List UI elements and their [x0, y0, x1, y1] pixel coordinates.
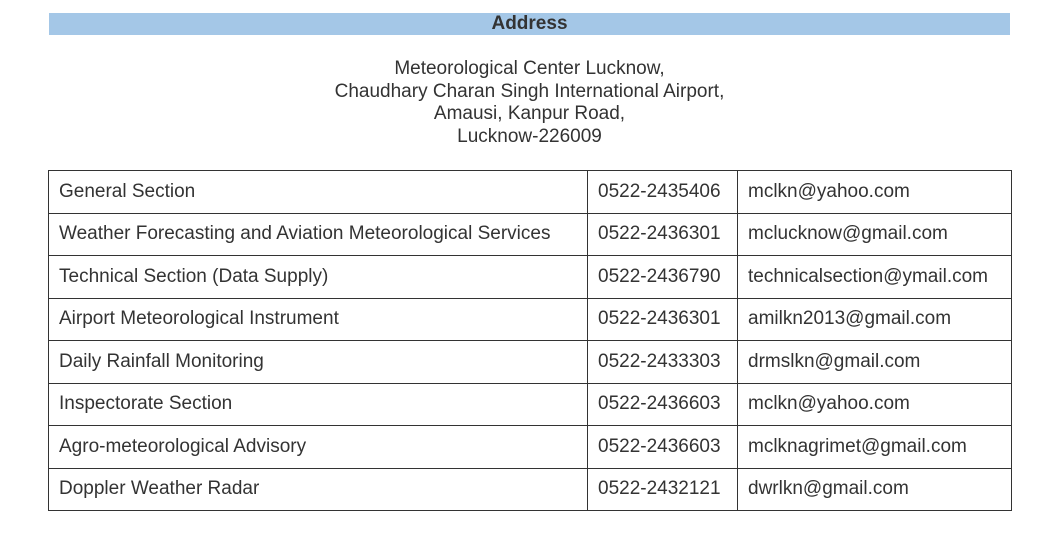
- table-row: [49, 213, 1012, 256]
- table-row: [49, 171, 1012, 214]
- phone-cell: 0522-2433303: [588, 341, 738, 384]
- table-row: [49, 298, 1012, 341]
- email-cell: mclknagrimet@gmail.com: [738, 426, 1012, 469]
- section-cell: Airport Meteorological Instrument: [49, 298, 588, 341]
- address-header: [49, 13, 1010, 35]
- table-row: [49, 256, 1012, 299]
- address-block: [49, 58, 1010, 148]
- table-row: [49, 341, 1012, 384]
- section-cell: General Section: [49, 171, 588, 214]
- email-cell: drmslkn@gmail.com: [738, 341, 1012, 384]
- table-row: [49, 383, 1012, 426]
- phone-cell: 0522-2436603: [588, 426, 738, 469]
- phone-cell: 0522-2436790: [588, 256, 738, 299]
- address-line: Lucknow-226009: [457, 125, 602, 147]
- phone-cell: 0522-2432121: [588, 468, 738, 511]
- table-row: [49, 468, 1012, 511]
- email-cell: amilkn2013@gmail.com: [738, 298, 1012, 341]
- section-cell: Agro-meteorological Advisory: [49, 426, 588, 469]
- phone-cell: 0522-2436301: [588, 298, 738, 341]
- section-cell: Technical Section (Data Supply): [49, 256, 588, 299]
- address-line: Meteorological Center Lucknow,: [394, 58, 665, 79]
- section-cell: Daily Rainfall Monitoring: [49, 341, 588, 384]
- email-cell: mclkn@yahoo.com: [738, 171, 1012, 214]
- section-cell: Inspectorate Section: [49, 383, 588, 426]
- section-cell: Weather Forecasting and Aviation Meteorological Services: [49, 213, 588, 256]
- phone-cell: 0522-2436603: [588, 383, 738, 426]
- phone-cell: 0522-2436301: [588, 213, 738, 256]
- address-line: Amausi, Kanpur Road,: [433, 103, 626, 124]
- email-cell: dwrlkn@gmail.com: [738, 468, 1012, 511]
- email-cell: mclkn@yahoo.com: [738, 383, 1012, 426]
- contacts-table: [48, 170, 1012, 511]
- address-header-title: Address: [491, 13, 568, 34]
- address-line: Chaudhary Charan Singh International Airport,: [334, 80, 725, 102]
- email-cell: mclucknow@gmail.com: [738, 213, 1012, 256]
- table-row: [49, 426, 1012, 469]
- section-cell: Doppler Weather Radar: [49, 468, 588, 511]
- email-cell: technicalsection@ymail.com: [738, 256, 1012, 299]
- phone-cell: 0522-2435406: [588, 171, 738, 214]
